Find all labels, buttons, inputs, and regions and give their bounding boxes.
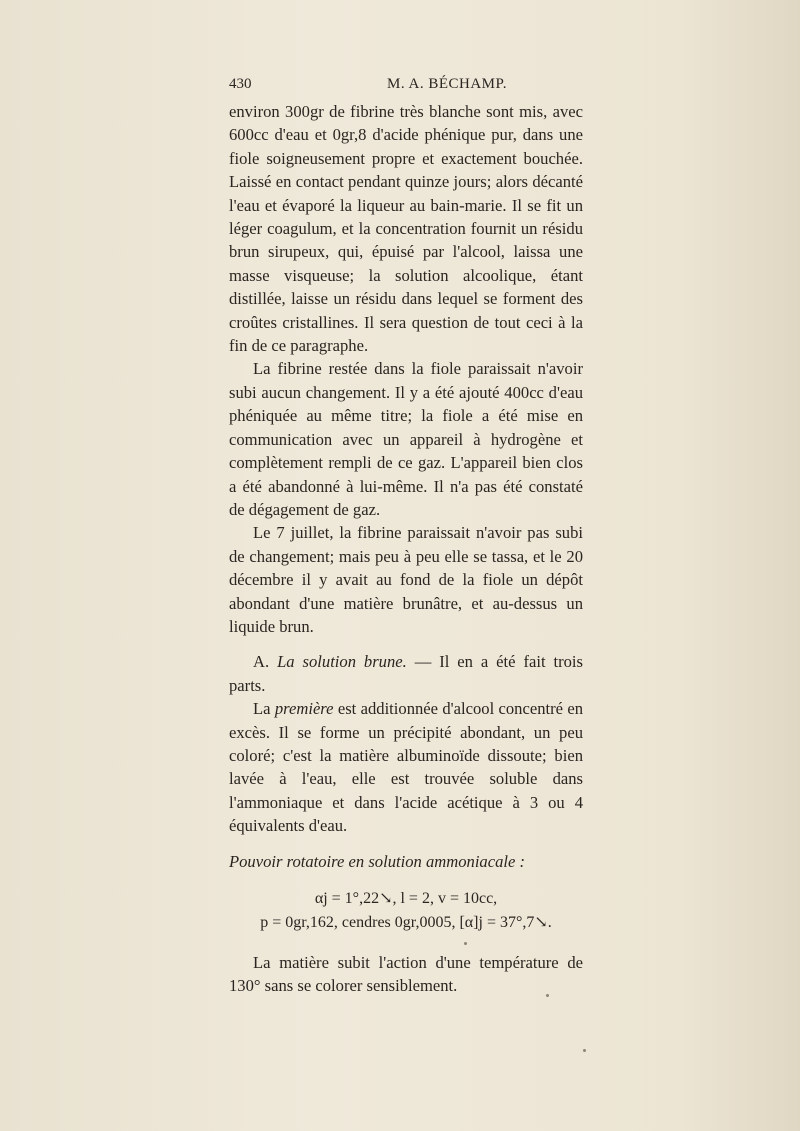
paper-speck bbox=[583, 1049, 586, 1052]
premiere-rest: est additionnée d'alcool concentré en excès. Il se forme un précipité abondant, un peu coloré; c'est la matière albuminoïde dissoute; bien lavée à l'eau, elle est trouvée soluble dans l'ammoniaque et dans l'acide acétique à 3 ou 4 équivalents d'eau. bbox=[229, 699, 583, 836]
section-text: — Il en a été fait trois parts. bbox=[229, 652, 583, 695]
premiere-emphasis: première bbox=[274, 699, 334, 719]
section-title: La solution brune. bbox=[277, 652, 407, 672]
paragraph-premiere bbox=[229, 697, 583, 837]
formula-line-1: αj = 1°,22↘, l = 2, v = 10cc, bbox=[314, 890, 498, 907]
paragraph-1: environ 300gr de fibrine très blanche sont mis, avec 600cc d'eau et 0gr,8 d'acide phénique pur, dans une fiole soigneusement propre et exactement bouchée. Laissé en contact pendant quinze jours; alors décanté l'eau et évaporé la liqueur au bain-marie. Il se fit un léger coagulum, et la concentration fournit un résidu brun sirupeux, qui, épuisé par l'alcool, laissa une masse visqueuse; la solution alcoolique, étant distillée, laisse un résidu dans lequel se forment des croûtes cristallines. Il sera question de tout ceci à la fin de ce paragraphe. bbox=[229, 102, 583, 356]
page-header bbox=[229, 76, 583, 98]
closing-paragraph: La matière subit l'action d'une température de 130° sans se colorer sensiblement. bbox=[229, 953, 583, 996]
body-text bbox=[229, 100, 583, 998]
section-label: A. bbox=[253, 652, 270, 672]
paper-speck bbox=[546, 994, 549, 997]
running-title: M. A. BÉCHAMP. bbox=[387, 76, 507, 92]
page-number: 430 bbox=[229, 76, 252, 92]
section-heading bbox=[229, 650, 583, 697]
paragraph-2: La fibrine restée dans la fiole paraissait n'avoir subi aucun changement. Il y a été ajouté 400cc d'eau phéniquée au même titre; la fiole a été mise en communication avec un appareil à hydrogène et complètement rempli de ce gaz. L'appareil bien clos a été abandonné à lui-même. Il n'a pas été constaté de dégagement de gaz. bbox=[229, 359, 583, 519]
paper-speck bbox=[464, 942, 467, 945]
premiere-start: La bbox=[253, 699, 275, 719]
formula-line-2: p = 0gr,162, cendres 0gr,0005, [α]j = 37°,7↘. bbox=[260, 914, 552, 931]
formula-heading: Pouvoir rotatoire en solution ammoniacale : bbox=[229, 851, 526, 871]
paragraph-3: Le 7 juillet, la fibrine paraissait n'avoir pas subi de changement; mais peu à peu elle se tassa, et le 20 décembre il y avait au fond de la fiole un dépôt abondant d'une matière brunâtre, et au-dessus un liquide brun. bbox=[229, 523, 583, 636]
